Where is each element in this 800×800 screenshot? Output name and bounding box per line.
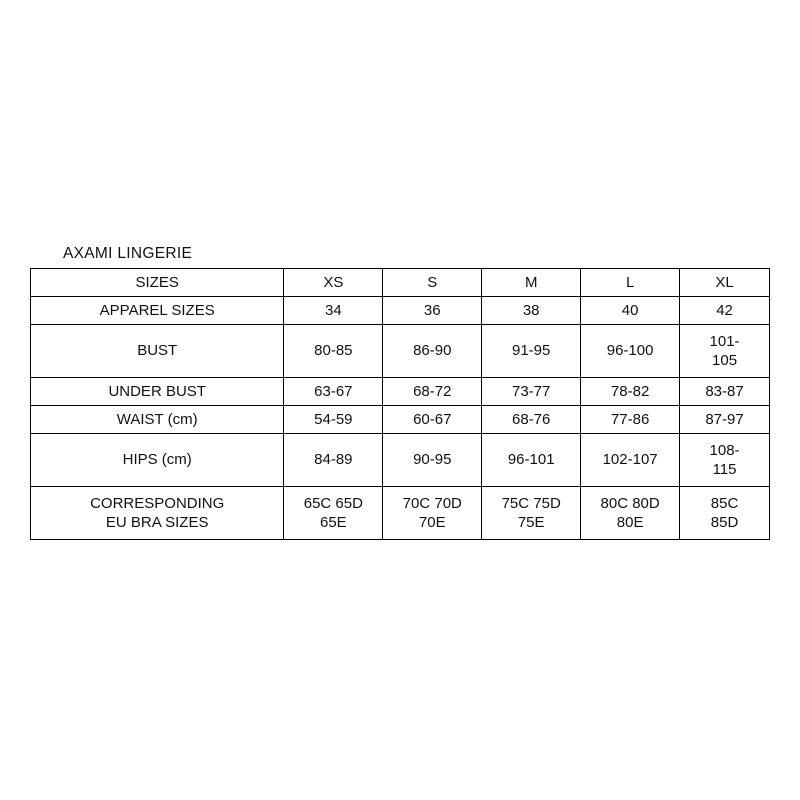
cell-xs: 54-59 <box>284 406 383 434</box>
table-row <box>31 378 770 406</box>
cell-l: 102-107 <box>581 434 680 487</box>
row-label: SIZES <box>31 269 284 297</box>
page-title: AXAMI LINGERIE <box>63 245 193 262</box>
cell-m: 73-77 <box>482 378 581 406</box>
cell-xs: 84-89 <box>284 434 383 487</box>
row-label: WAIST (cm) <box>31 406 284 434</box>
cell-l: 77-86 <box>581 406 680 434</box>
table-row <box>31 325 770 378</box>
cell-xl: XL <box>680 269 770 297</box>
cell-m: 96-101 <box>482 434 581 487</box>
cell-s: 68-72 <box>383 378 482 406</box>
table-row <box>31 434 770 487</box>
cell-xl: 87-97 <box>680 406 770 434</box>
cell-s: 60-67 <box>383 406 482 434</box>
table-row <box>31 487 770 540</box>
cell-m: 91-95 <box>482 325 581 378</box>
cell-s: 90-95 <box>383 434 482 487</box>
cell-s: 86-90 <box>383 325 482 378</box>
table-row <box>31 297 770 325</box>
cell-xl: 108- 115 <box>680 434 770 487</box>
size-chart-table <box>30 268 770 540</box>
cell-m: 68-76 <box>482 406 581 434</box>
cell-s: S <box>383 269 482 297</box>
cell-xs: 65C 65D 65E <box>284 487 383 540</box>
size-chart-table-wrapper <box>30 268 770 540</box>
cell-xl: 83-87 <box>680 378 770 406</box>
row-label: UNDER BUST <box>31 378 284 406</box>
cell-l: L <box>581 269 680 297</box>
row-label: CORRESPONDING EU BRA SIZES <box>31 487 284 540</box>
cell-xl: 85C 85D <box>680 487 770 540</box>
table-row <box>31 406 770 434</box>
cell-l: 40 <box>581 297 680 325</box>
cell-m: 38 <box>482 297 581 325</box>
cell-l: 80C 80D 80E <box>581 487 680 540</box>
row-label: BUST <box>31 325 284 378</box>
cell-s: 70C 70D 70E <box>383 487 482 540</box>
cell-xs: XS <box>284 269 383 297</box>
cell-l: 78-82 <box>581 378 680 406</box>
cell-xs: 63-67 <box>284 378 383 406</box>
cell-xs: 34 <box>284 297 383 325</box>
row-label: HIPS (cm) <box>31 434 284 487</box>
cell-s: 36 <box>383 297 482 325</box>
cell-m: 75C 75D 75E <box>482 487 581 540</box>
cell-m: M <box>482 269 581 297</box>
cell-l: 96-100 <box>581 325 680 378</box>
cell-xs: 80-85 <box>284 325 383 378</box>
cell-xl: 42 <box>680 297 770 325</box>
cell-xl: 101- 105 <box>680 325 770 378</box>
row-label: APPAREL SIZES <box>31 297 284 325</box>
table-row <box>31 269 770 297</box>
